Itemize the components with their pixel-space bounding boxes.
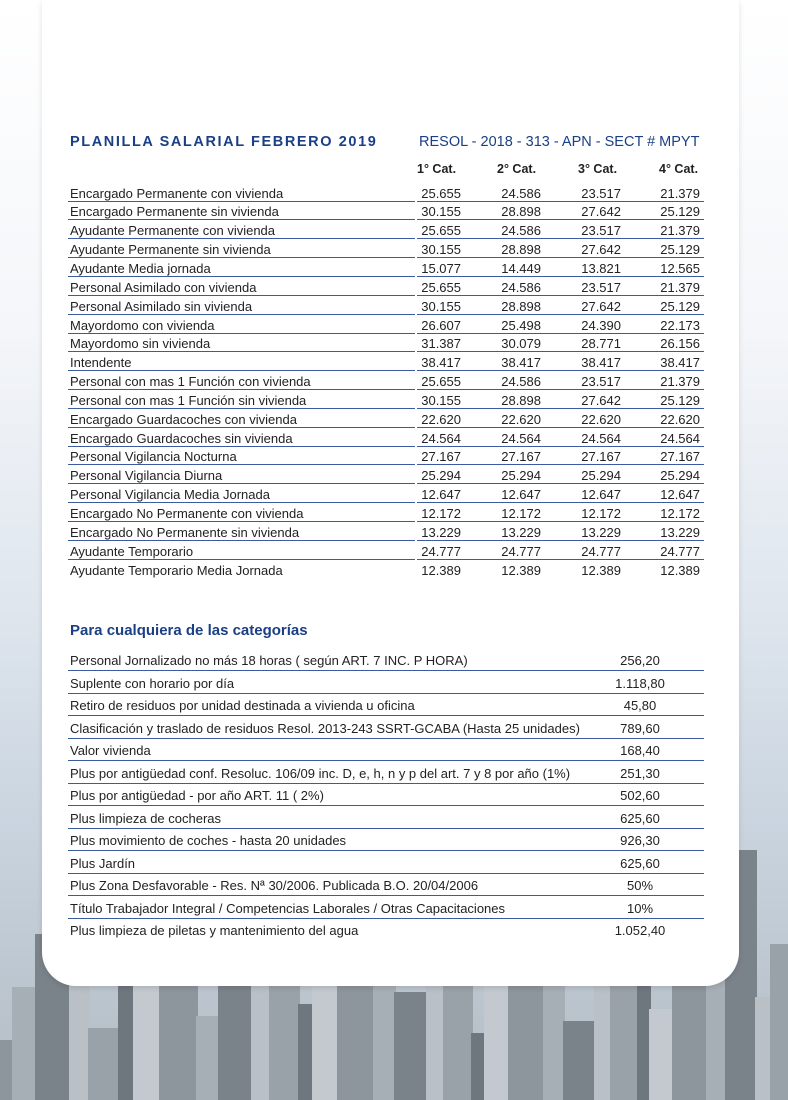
resolution-reference: RESOL - 2018 - 313 - APN - SECT # MPYT: [419, 134, 700, 150]
list-item: [68, 851, 704, 874]
row-value-cat4: 38.417: [660, 355, 700, 371]
row-value-cat1: 31.387: [421, 336, 461, 352]
row-label: Ayudante Permanente con vivienda: [70, 223, 276, 239]
row-value-cat1: 13.229: [421, 524, 461, 540]
row-value-cat3: 25.294: [581, 468, 621, 484]
row-value-cat2: 24.586: [501, 223, 541, 239]
item-value: 1.118,80: [615, 675, 665, 691]
row-value-cat1: 24.564: [421, 430, 461, 446]
list-item: [68, 873, 704, 896]
column-header-cat4: 4° Cat.: [659, 162, 699, 176]
row-label: Mayordomo sin vivienda: [70, 336, 211, 352]
row-value-cat2: 27.167: [501, 449, 541, 465]
row-value-cat3: 38.417: [581, 355, 621, 371]
row-value-cat2: 28.898: [501, 242, 541, 258]
row-value-cat1: 25.294: [421, 468, 461, 484]
item-value: 502,60: [620, 788, 660, 804]
row-value-cat4: 12.172: [660, 506, 700, 522]
item-label: Plus Zona Desfavorable - Res. Nª 30/2006. Publicada B.O. 20/04/2006: [70, 878, 479, 894]
column-header-cat2: 2° Cat.: [497, 162, 537, 176]
row-value-cat1: 30.155: [421, 204, 461, 220]
row-value-cat4: 12.647: [660, 487, 700, 503]
row-value-cat3: 27.642: [581, 204, 621, 220]
table-row: [68, 334, 704, 353]
row-value-cat2: 12.647: [501, 487, 541, 503]
row-value-cat1: 30.155: [421, 242, 461, 258]
row-value-cat2: 24.777: [501, 543, 541, 559]
item-label: Plus por antigüedad conf. Resoluc. 106/09 inc. D, e, h, n y p del art. 7 y 8 por año (1%): [70, 765, 571, 781]
row-value-cat4: 25.294: [660, 468, 700, 484]
row-label: Ayudante Permanente sin vivienda: [70, 242, 271, 258]
row-value-cat4: 24.564: [660, 430, 700, 446]
row-value-cat2: 28.898: [501, 298, 541, 314]
row-value-cat2: 30.079: [501, 336, 541, 352]
row-value-cat1: 24.777: [421, 543, 461, 559]
row-label: Encargado Permanente sin vivienda: [70, 204, 279, 220]
list-item: [68, 671, 704, 694]
table-row: [68, 466, 704, 485]
item-label: Suplente con horario por día: [70, 675, 235, 691]
row-value-cat1: 25.655: [421, 374, 461, 390]
table-row: [68, 277, 704, 296]
row-value-cat1: 12.389: [421, 562, 461, 578]
row-value-cat3: 13.229: [581, 524, 621, 540]
building-shape: [770, 944, 788, 1100]
row-value-cat1: 25.655: [421, 223, 461, 239]
list-item: [68, 738, 704, 761]
table-row: [68, 258, 704, 277]
row-label: Ayudante Temporario Media Jornada: [70, 562, 283, 578]
row-value-cat3: 13.821: [581, 260, 621, 276]
building-shape: [649, 1009, 674, 1100]
table-row: [68, 409, 704, 428]
table-row: [68, 447, 704, 466]
row-label: Personal con mas 1 Función con vivienda: [70, 374, 311, 390]
row-value-cat4: 12.389: [660, 562, 700, 578]
row-value-cat4: 21.379: [660, 185, 700, 201]
list-item: [68, 828, 704, 851]
item-label: Retiro de residuos por unidad destinada a vivienda u oficina: [70, 698, 415, 714]
row-value-cat3: 27.642: [581, 392, 621, 408]
list-item: [68, 783, 704, 806]
table-row: [68, 240, 704, 259]
row-label: Personal Vigilancia Nocturna: [70, 449, 237, 465]
row-value-cat1: 38.417: [421, 355, 461, 371]
item-value: 168,40: [620, 743, 660, 759]
item-value: 251,30: [620, 765, 660, 781]
list-item: [68, 693, 704, 716]
item-value: 625,60: [620, 810, 660, 826]
row-value-cat1: 25.655: [421, 279, 461, 295]
row-label: Personal Vigilancia Diurna: [70, 468, 223, 484]
row-value-cat4: 25.129: [660, 204, 700, 220]
table-row: [68, 183, 704, 202]
row-label: Encargado Guardacoches con vivienda: [70, 411, 297, 427]
building-shape: [394, 992, 428, 1100]
table-row: [68, 522, 704, 541]
row-value-cat3: 23.517: [581, 374, 621, 390]
row-value-cat4: 25.129: [660, 242, 700, 258]
row-value-cat1: 12.647: [421, 487, 461, 503]
item-value: 256,20: [620, 653, 660, 669]
row-value-cat2: 38.417: [501, 355, 541, 371]
row-value-cat2: 24.586: [501, 185, 541, 201]
table-row: [68, 485, 704, 504]
row-value-cat4: 21.379: [660, 279, 700, 295]
row-value-cat4: 27.167: [660, 449, 700, 465]
row-value-cat1: 25.655: [421, 185, 461, 201]
row-value-cat4: 21.379: [660, 223, 700, 239]
item-label: Plus limpieza de piletas y mantenimiento del agua: [70, 923, 359, 939]
row-value-cat4: 25.129: [660, 392, 700, 408]
row-label: Personal Asimilado sin vivienda: [70, 298, 253, 314]
item-value: 45,80: [623, 698, 657, 714]
row-value-cat2: 24.586: [501, 374, 541, 390]
item-value: 926,30: [620, 833, 660, 849]
table-row: [68, 560, 704, 579]
row-label: Encargado Guardacoches sin vivienda: [70, 430, 293, 446]
row-value-cat3: 27.167: [581, 449, 621, 465]
row-value-cat2: 28.898: [501, 204, 541, 220]
row-value-cat2: 22.620: [501, 411, 541, 427]
row-label: Encargado Permanente con vivienda: [70, 185, 284, 201]
row-value-cat3: 23.517: [581, 279, 621, 295]
table-row: [68, 390, 704, 409]
row-value-cat4: 21.379: [660, 374, 700, 390]
row-label: Encargado No Permanente sin vivienda: [70, 524, 300, 540]
row-value-cat1: 30.155: [421, 298, 461, 314]
row-value-cat3: 27.642: [581, 298, 621, 314]
row-value-cat1: 27.167: [421, 449, 461, 465]
building-shape: [484, 980, 510, 1100]
row-value-cat1: 12.172: [421, 506, 461, 522]
row-value-cat2: 14.449: [501, 260, 541, 276]
list-item: [68, 918, 704, 940]
row-value-cat3: 22.620: [581, 411, 621, 427]
table-row: [68, 221, 704, 240]
row-value-cat2: 25.294: [501, 468, 541, 484]
row-value-cat2: 24.586: [501, 279, 541, 295]
row-value-cat3: 12.389: [581, 562, 621, 578]
item-label: Plus movimiento de coches - hasta 20 unidades: [70, 833, 347, 849]
building-shape: [12, 987, 37, 1100]
row-value-cat2: 12.172: [501, 506, 541, 522]
row-value-cat3: 24.564: [581, 430, 621, 446]
table-row: [68, 315, 704, 334]
column-header-cat3: 3° Cat.: [578, 162, 618, 176]
item-label: Personal Jornalizado no más 18 horas ( según ART. 7 INC. P HORA): [70, 653, 468, 669]
row-value-cat3: 23.517: [581, 185, 621, 201]
item-value: 789,60: [620, 720, 660, 736]
item-label: Título Trabajador Integral / Competencias Laborales / Otras Capacitaciones: [70, 900, 506, 916]
row-label: Personal Vigilancia Media Jornada: [70, 487, 270, 503]
page-title: PLANILLA SALARIAL FEBRERO 2019: [70, 134, 378, 150]
list-item: [68, 716, 704, 739]
list-item: [68, 648, 704, 671]
item-value: 10%: [626, 900, 654, 916]
row-value-cat3: 23.517: [581, 223, 621, 239]
row-value-cat2: 25.498: [501, 317, 541, 333]
row-value-cat4: 25.129: [660, 298, 700, 314]
row-value-cat4: 22.620: [660, 411, 700, 427]
table-row: [68, 353, 704, 372]
row-label: Personal Asimilado con vivienda: [70, 279, 257, 295]
item-label: Clasificación y traslado de residuos Resol. 2013-243 SSRT-GCABA (Hasta 25 unidades): [70, 720, 580, 736]
item-value: 1.052,40: [614, 923, 666, 939]
building-shape: [88, 1028, 120, 1100]
table-row: [68, 428, 704, 447]
column-header-cat1: 1° Cat.: [417, 162, 457, 176]
row-label: Intendente: [70, 355, 132, 371]
row-value-cat2: 12.389: [501, 562, 541, 578]
table-row: [68, 202, 704, 221]
table-row: [68, 541, 704, 560]
row-value-cat3: 24.777: [581, 543, 621, 559]
table-row: [68, 503, 704, 522]
row-value-cat1: 15.077: [421, 260, 461, 276]
item-label: Plus por antigüedad - por año ART. 11 ( 2%): [70, 788, 324, 804]
row-value-cat3: 12.172: [581, 506, 621, 522]
row-label: Personal con mas 1 Función sin vivienda: [70, 392, 307, 408]
row-value-cat2: 24.564: [501, 430, 541, 446]
row-value-cat4: 26.156: [660, 336, 700, 352]
list-item: [68, 806, 704, 829]
item-value: 50%: [626, 878, 654, 894]
row-value-cat3: 12.647: [581, 487, 621, 503]
row-value-cat2: 28.898: [501, 392, 541, 408]
item-label: Plus Jardín: [70, 855, 136, 871]
list-item: [68, 896, 704, 919]
table-row: [68, 372, 704, 391]
row-value-cat4: 22.173: [660, 317, 700, 333]
row-label: Encargado No Permanente con vivienda: [70, 506, 304, 522]
row-label: Ayudante Media jornada: [70, 260, 211, 276]
row-value-cat4: 24.777: [660, 543, 700, 559]
row-value-cat1: 26.607: [421, 317, 461, 333]
row-value-cat4: 12.565: [660, 260, 700, 276]
building-shape: [196, 1016, 220, 1100]
row-value-cat3: 27.642: [581, 242, 621, 258]
list-item: [68, 761, 704, 784]
item-label: Valor vivienda: [70, 743, 151, 759]
row-value-cat1: 30.155: [421, 392, 461, 408]
row-value-cat3: 28.771: [581, 336, 621, 352]
row-label: Ayudante Temporario: [70, 543, 194, 559]
table-row: [68, 296, 704, 315]
row-value-cat3: 24.390: [581, 317, 621, 333]
row-value-cat1: 22.620: [421, 411, 461, 427]
building-shape: [563, 1021, 596, 1100]
item-value: 625,60: [620, 855, 660, 871]
item-label: Plus limpieza de cocheras: [70, 810, 222, 826]
row-value-cat2: 13.229: [501, 524, 541, 540]
row-value-cat4: 13.229: [660, 524, 700, 540]
extras-title: Para cualquiera de las categorías: [70, 622, 308, 639]
row-label: Mayordomo con vivienda: [70, 317, 215, 333]
